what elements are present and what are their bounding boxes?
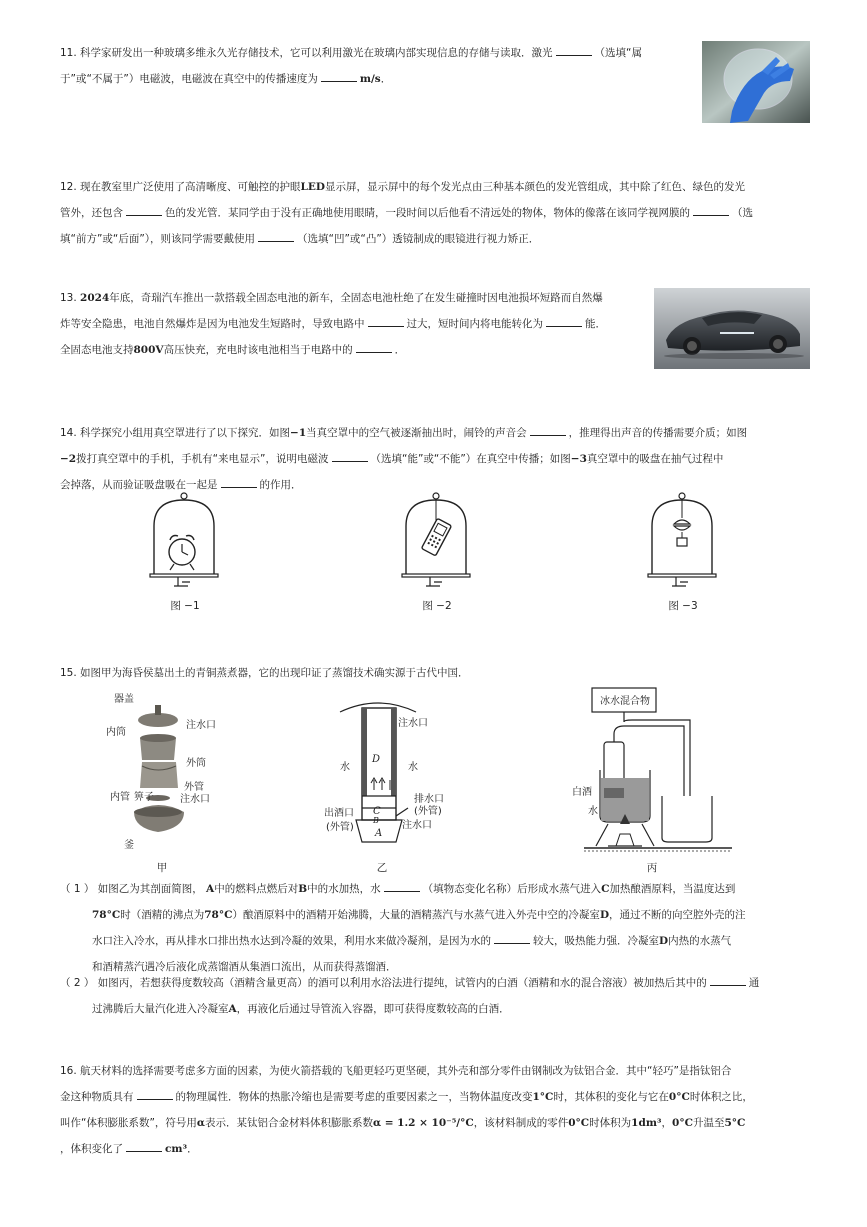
q16-text: 16. 航天材料的选择需要考虑多方面的因素，为使火箭搭载的飞船更轻巧更坚硬，其外壳和部分零件由钢制改为钛铝合金．其中“轻巧”是指钛铝合 — [60, 1065, 732, 1077]
q12-text: 管外，还包含 — [60, 207, 123, 219]
q16-text: ， — [661, 1117, 673, 1129]
q13-line-1 — [60, 285, 650, 311]
figure-caption: 丙 — [646, 862, 658, 874]
volume: 1dm³ — [631, 1117, 662, 1129]
temperature: 0°C — [668, 1091, 690, 1103]
label-fu: 釜 — [124, 840, 134, 851]
bell-jar-suction-cup-figure — [646, 490, 718, 590]
q15-text: 15. 如图甲为海昏侯墓出土的青铜蒸煮器，它的出现印证了蒸馏技术确实源于古代中国． — [60, 667, 469, 679]
q16-text: 时体积之比， — [689, 1091, 753, 1103]
question-16 — [60, 1058, 820, 1162]
label-yi-zhushuikou-2: 注水口 — [402, 820, 432, 831]
label-yi-zhushuikou: 注水口 — [398, 718, 428, 729]
q12-text: 显示屏，显示屏中的每个发光点由三种基本颜色的发光管组成，其中除了红色、绿色的发光 — [325, 181, 746, 193]
formula: α = 1.2 × 10⁻⁵/°C — [372, 1117, 474, 1129]
answer-blank[interactable] — [693, 203, 729, 216]
q16-line-2 — [60, 1084, 820, 1110]
answer-blank[interactable] — [321, 69, 357, 82]
q14-text: 会掉落，从而验证吸盘吸在一起是 — [60, 479, 218, 491]
q15-p1-line-1 — [60, 876, 820, 902]
answer-blank[interactable] — [356, 340, 392, 353]
q14-line-1 — [60, 420, 820, 446]
answer-blank[interactable] — [368, 314, 404, 327]
symbol: A — [228, 1003, 237, 1015]
q16-text: ． — [187, 1143, 198, 1155]
label-yi-b: B — [373, 816, 379, 825]
q13-text: 全固态电池支持 — [60, 344, 134, 356]
question-15-part-1 — [60, 876, 820, 980]
answer-blank[interactable] — [126, 203, 162, 216]
answer-blank[interactable] — [556, 43, 592, 56]
q11-text: 11. 科学家研发出一种玻璃多维永久光存储技术，它可以利用激光在玻璃内部实现信息的存储与读取．激光 — [60, 47, 553, 59]
q15-text: 过沸腾后大量汽化进入冷凝室 — [92, 1003, 229, 1015]
glass-disc-photo — [702, 41, 810, 123]
symbol: B — [298, 883, 308, 895]
q15-text: 中的水加热，水 — [307, 883, 381, 895]
q13-text: ． — [394, 344, 406, 356]
q11-line-1 — [60, 40, 700, 66]
label-yi-water-left: 水 — [340, 762, 350, 773]
unit: m/s — [359, 73, 381, 85]
q16-text: 时体积为 — [589, 1117, 632, 1129]
q15-text: ，再液化后通过导管流入容器，即可获得度数较高的白酒． — [236, 1003, 510, 1015]
voltage: 800V — [133, 344, 164, 356]
fig-ref: −3 — [570, 453, 587, 465]
q15-text: 时（酒精的沸点为 — [120, 909, 205, 921]
label-yi-waiguan: (外管) — [414, 806, 442, 817]
q12-line-2 — [60, 200, 820, 226]
label-neiguan: 内管 — [110, 792, 130, 803]
symbol: α — [196, 1117, 205, 1129]
fig-ref: −1 — [290, 427, 307, 439]
question-13 — [60, 285, 650, 363]
car-photo — [654, 288, 810, 369]
q16-line-3 — [60, 1110, 820, 1136]
q16-line-1 — [60, 1058, 820, 1084]
temperature: 78°C — [204, 909, 233, 921]
q13-line-3 — [60, 337, 650, 363]
q13-text: 过大，短时间内将电能转化为 — [406, 318, 543, 330]
question-15-intro — [60, 660, 760, 686]
q15-text: 如图乙为其剖面简图， — [97, 883, 203, 895]
q15-text: 通 — [748, 977, 760, 989]
q15-text: ，通过不断的向空腔外壳的注 — [609, 909, 746, 921]
answer-blank[interactable] — [546, 314, 582, 327]
answer-blank[interactable] — [137, 1087, 173, 1100]
q12-text: （选填“凹”或“凸”）透镜制成的眼镜进行视力矫正． — [297, 233, 540, 245]
q12-line-3 — [60, 226, 820, 252]
q16-text: 时，其体积的变化与它在 — [553, 1091, 669, 1103]
label-yi-a: A — [375, 828, 383, 839]
label-yi-chujiukou: 出酒口 — [324, 808, 354, 819]
q11-line-2 — [60, 66, 700, 92]
temperature: 0°C — [672, 1117, 693, 1129]
label-waitong: 外筒 — [186, 758, 206, 769]
symbol: D — [659, 935, 669, 947]
q16-line-4 — [60, 1136, 820, 1162]
part-number: （ 2 ） — [60, 977, 95, 989]
year: 2024 — [80, 292, 110, 304]
symbol: C — [601, 883, 610, 895]
figure-caption: 图 −2 — [422, 600, 452, 612]
question-14 — [60, 420, 820, 498]
answer-blank[interactable] — [332, 449, 368, 462]
q14-text: 真空罩中的吸盘在抽气过程中 — [586, 453, 724, 465]
figure-caption: 图 −1 — [170, 600, 200, 612]
q11-text: 于”或“不属于”）电磁波，电磁波在真空中的传播速度为 — [60, 73, 318, 85]
q16-text: ，该材料制成的零件 — [473, 1117, 569, 1129]
q14-text: 的作用． — [259, 479, 302, 491]
q15-text: 中的燃料点燃后对 — [214, 883, 299, 895]
q15-p2-line-1 — [60, 970, 820, 996]
q16-text: 金这种物质具有 — [60, 1091, 134, 1103]
q15-p2-line-2 — [60, 996, 820, 1022]
label-waiguan: 外管 — [184, 782, 204, 793]
temperature: 0°C — [568, 1117, 590, 1129]
bell-jar-phone-figure — [400, 490, 472, 590]
q15-text: （填物态变化名称）后形成水蒸气进入 — [422, 883, 602, 895]
q12-line-1 — [60, 174, 820, 200]
figure-caption: 图 −3 — [668, 600, 698, 612]
label-bing-water: 水 — [588, 806, 598, 817]
q12-text: 12. 现在教室里广泛使用了高清晰度、可触控的护眼 — [60, 181, 301, 193]
fig-ref: −2 — [60, 453, 77, 465]
unit: cm³ — [165, 1143, 188, 1155]
temperature: 1°C — [532, 1091, 554, 1103]
answer-blank[interactable] — [384, 879, 420, 892]
q13-text: 高压快充，充电时该电池相当于电路中的 — [163, 344, 353, 356]
q12-text: 色的发光管．某同学由于没有正确地使用眼睛，一段时间以后他看不清远处的物体，物体的像落在该同学视网膜的 — [165, 207, 690, 219]
temperature: 78°C — [92, 909, 121, 921]
q14-text: 14. 科学探究小组用真空罩进行了以下探究．如图 — [60, 427, 291, 439]
answer-blank[interactable] — [494, 931, 530, 944]
q14-text: 当真空罩中的空气被逐渐抽出时，闹铃的声音会 — [306, 427, 527, 439]
q15-text: 内热的水蒸气 — [668, 935, 732, 947]
q13-number: 13. — [60, 292, 77, 304]
water-bath-apparatus-figure — [580, 686, 736, 854]
label-yi-c: C — [373, 806, 381, 817]
q15-p1-line-3 — [60, 928, 820, 954]
q16-text: 叫作“体积膨胀系数”，符号用 — [60, 1117, 197, 1129]
figure-caption: 乙 — [376, 862, 388, 874]
part-number: （ 1 ） — [60, 883, 95, 895]
q15-p1-line-2 — [60, 902, 820, 928]
question-15-part-2 — [60, 970, 820, 1022]
answer-blank[interactable] — [530, 423, 566, 436]
label-bing-ice-water: 冰水混合物 — [600, 696, 650, 707]
led-term: LED — [300, 181, 326, 193]
q12-text: （选 — [732, 207, 753, 219]
label-qigai: 器盖 — [114, 694, 134, 705]
q15-text: ）酿酒原料中的酒精开始沸腾，大量的酒精蒸汽与水蒸气进入外壳中空的冷凝室 — [232, 909, 600, 921]
q11-text: ． — [380, 73, 392, 85]
q16-text: 升温至 — [692, 1117, 725, 1129]
label-zhushuikou-2: 注水口 — [180, 794, 210, 805]
label-yi-paishuikou: 排水口 — [414, 794, 444, 805]
q12-text: 填“前方”或“后面”），则该同学需要戴使用 — [60, 233, 256, 245]
symbol: D — [599, 909, 610, 921]
answer-blank[interactable] — [710, 973, 746, 986]
q15-text: 加热酿酒原料，当温度达到 — [609, 883, 736, 895]
q14-text: （选填“能”或“不能”）在真空中传播；如图 — [370, 453, 571, 465]
label-bizi: 箅子 — [134, 792, 154, 803]
q15-text: 水口注入冷水，再从排水口排出热水达到冷凝的效果，利用水来做冷凝剂，是因为水的 — [92, 935, 491, 947]
q13-text: 年底，奇瑞汽车推出一款搭载全固态电池的新车，全固态电池杜绝了在发生碰撞时因电池损坏短路而自然爆 — [109, 292, 603, 304]
q16-text: 表示．某钛铝合金材料体积膨胀系数 — [204, 1117, 373, 1129]
label-neitong: 内筒 — [106, 727, 126, 738]
label-bing-baijiu: 白酒 — [572, 787, 592, 798]
label-yi-water-right: 水 — [408, 762, 418, 773]
q14-text: ，推理得出声音的传播需要介质；如图 — [568, 427, 748, 439]
question-12 — [60, 174, 820, 252]
answer-blank[interactable] — [126, 1139, 162, 1152]
q14-text: 拨打真空罩中的手机，手机有“来电显示”，说明电磁波 — [76, 453, 329, 465]
bell-jar-alarm-clock-figure — [148, 490, 220, 590]
symbol: A — [206, 883, 215, 895]
q15-text: 较大，吸热能力强．冷凝室 — [533, 935, 659, 947]
q13-text: 炸等安全隐患，电池自然爆炸是因为电池发生短路时，导致电路中 — [60, 318, 365, 330]
q13-line-2 — [60, 311, 650, 337]
answer-blank[interactable] — [258, 229, 294, 242]
label-yi-waiguan-2: (外管) — [326, 822, 354, 833]
q13-text: 能． — [585, 318, 606, 330]
q11-text: （选填“属 — [594, 47, 642, 59]
question-11 — [60, 40, 700, 92]
label-zhushuikou: 注水口 — [186, 720, 216, 731]
q15-text: 和酒精蒸汽遇冷后液化成蒸馏酒从集酒口流出，从而获得蒸馏酒． — [92, 961, 397, 973]
label-yi-d: D — [372, 754, 381, 765]
temperature: 5°C — [724, 1117, 746, 1129]
q16-text: 的物理属性．物体的热胀冷缩也是需要考虑的重要因素之一，当物体温度改变 — [175, 1091, 533, 1103]
answer-blank[interactable] — [221, 475, 257, 488]
q16-text: ，体积变化了 — [60, 1143, 123, 1155]
q15-text: 如图丙，若想获得度数较高（酒精含量更高）的酒可以利用水浴法进行提纯，试管内的白酒（酒精和水的混合溶液）被加热后其中的 — [97, 977, 707, 989]
q14-line-2 — [60, 446, 820, 472]
figure-caption: 甲 — [156, 862, 168, 874]
